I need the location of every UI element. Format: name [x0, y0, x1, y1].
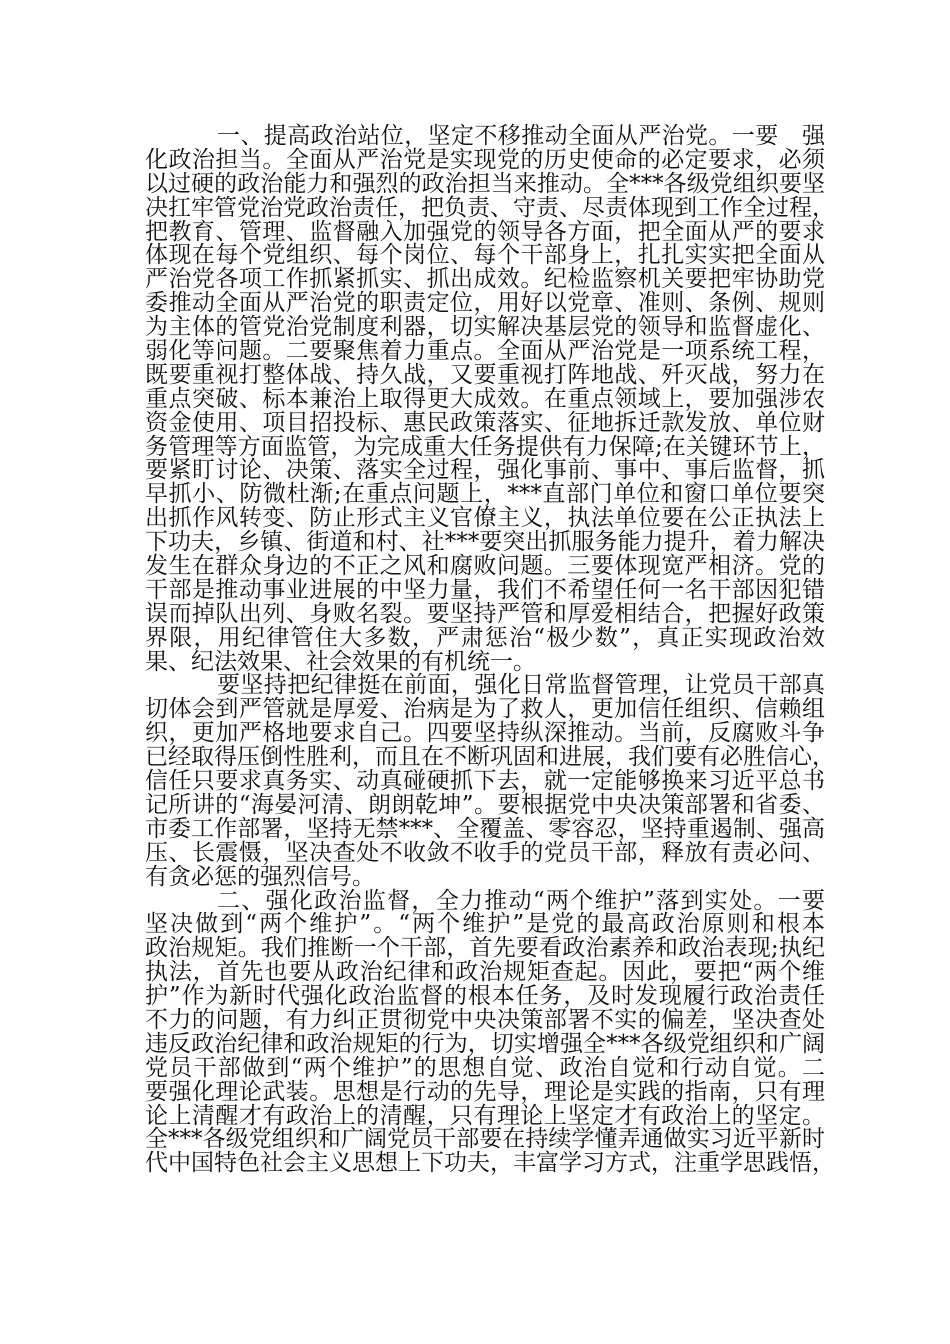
text-line: 弱化等问题。二要聚焦着力重点。全面从严治党是一项系统工程， — [145, 338, 825, 365]
text-line: 压、长震慑，坚决查处不收敛不收手的党员干部，释放有责必问、 — [145, 839, 825, 866]
text-line: 干部是推动事业进展的中坚力量，我们不希望任何一名干部因犯错 — [145, 576, 825, 603]
text-line: 严治党各项工作抓紧抓实、抓出成效。纪检监察机关要把牢协助党 — [145, 266, 825, 293]
text-line: 政治规矩。我们推断一个干部，首先要看政治素养和政治表现;执纪 — [145, 935, 825, 962]
text-line: 误而掉队出列、身败名裂。要坚持严管和厚爱相结合，把握好政策 — [145, 600, 825, 627]
text-line: 决扛牢管党治党政治责任，把负责、守责、尽责体现到工作全过程， — [145, 194, 835, 221]
paragraph-first-line: 要坚持把纪律挺在前面，强化日常监督管理，让党员干部真 — [217, 672, 825, 699]
text-line: 早抓小、防微杜渐;在重点问题上，***直部门单位和窗口单位要突 — [145, 481, 825, 508]
text-line: 为主体的管党治党制度利器，切实解决基层党的领导和监督虚化、 — [145, 314, 825, 341]
text-line: 要紧盯讨论、决策、落实全过程，强化事前、事中、事后监督，抓 — [145, 457, 825, 484]
text-line: 以过硬的政治能力和强烈的政治担当来推动。全***各级党组织要坚 — [145, 170, 825, 197]
paragraph-first-line: 一、提高政治站位，坚定不移推动全面从严治党。一要 强 — [217, 123, 825, 149]
text-line: 市委工作部署，坚持无禁***、全覆盖、零容忍，坚持重遏制、强高 — [145, 815, 825, 842]
text-line: 违反政治纪律和政治规矩的行为，切实增强全***各级党组织和广阔 — [145, 1030, 825, 1057]
text-line: 代中国特色社会主义思想上下功夫，丰富学习方式，注重学思践悟， — [145, 1150, 835, 1177]
text-line: 切体会到严管就是厚爱、治病是为了救人，更加信任组织、信赖组 — [145, 696, 825, 723]
text-line: 执法，首先也要从政治纪律和政治规矩查起。因此，要把“两个维 — [145, 959, 825, 986]
text-line: 已经取得压倒性胜利，而且在不断巩固和进展，我们要有必胜信心， — [145, 744, 835, 771]
paragraph-first-line: 二、强化政治监督，全力推动“两个维护”落到实处。一要 — [217, 887, 825, 914]
text-line: 务管理等方面监管，为完成重大任务提供有力保障;在关键环节上， — [145, 433, 825, 460]
text-line: 体现在每个党组织、每个岗位、每个干部身上，扎扎实实把全面从 — [145, 242, 825, 269]
text-line: 把教育、管理、监督融入加强党的领导各方面，把全面从严的要求 — [145, 218, 825, 245]
text-line: 护”作为新时代强化政治监督的根本任务，及时发现履行政治责任 — [145, 983, 825, 1010]
text-line: 要强化理论武装。思想是行动的先导，理论是实践的指南，只有理 — [145, 1078, 825, 1105]
body-text — [145, 123, 835, 1177]
text-line: 信任只要求真务实、动真碰硬抓下去，就一定能够换来习近平总书 — [145, 768, 825, 795]
text-line: 论上清醒才有政治上的清醒，只有理论上坚定才有政治上的坚定。 — [145, 1102, 825, 1129]
text-line: 化政治担当。全面从严治党是实现党的历史使命的必定要求，必须 — [145, 146, 825, 173]
text-line: 果、纪法效果、社会效果的有机统一。 — [145, 648, 536, 675]
text-line: 下功夫，乡镇、街道和村、社***要突出抓服务能力提升，着力解决 — [145, 529, 825, 556]
text-line: 党员干部做到“两个维护”的思想自觉、政治自觉和行动自觉。二 — [145, 1054, 825, 1081]
text-line: 织，更加严格地要求自己。四要坚持纵深推动。当前，反腐败斗争 — [145, 720, 825, 747]
text-line: 既要重视打整体战、持久战，又要重视打阵地战、歼灭战，努力在 — [145, 361, 825, 388]
text-line: 不力的问题，有力纠正贯彻党中央决策部署不实的偏差，坚决查处 — [145, 1006, 825, 1033]
text-line: 全***各级党组织和广阔党员干部要在持续学懂弄通做实习近平新时 — [145, 1126, 825, 1153]
text-line: 资金使用、项目招投标、惠民政策落实、征地拆迁款发放、单位财 — [145, 409, 825, 436]
text-line: 记所讲的“海晏河清、朗朗乾坤”。要根据党中央决策部署和省委、 — [145, 791, 825, 818]
text-line: 委推动全面从严治党的职责定位，用好以党章、准则、条例、规则 — [145, 290, 825, 317]
text-line: 发生在群众身边的不正之风和腐败问题。三要体现宽严相济。党的 — [145, 553, 825, 580]
text-line: 界限，用纪律管住大多数，严肃惩治“极少数”，真正实现政治效 — [145, 624, 825, 651]
text-line: 出抓作风转变、防止形式主义官僚主义，执法单位要在公正执法上 — [145, 505, 825, 532]
text-line: 坚决做到“两个维护”。“两个维护”是党的最高政治原则和根本 — [145, 911, 825, 938]
text-line: 重点突破、标本兼治上取得更大成效。在重点领域上，要加强涉农 — [145, 385, 825, 412]
text-line: 有贪必惩的强烈信号。 — [145, 863, 375, 890]
